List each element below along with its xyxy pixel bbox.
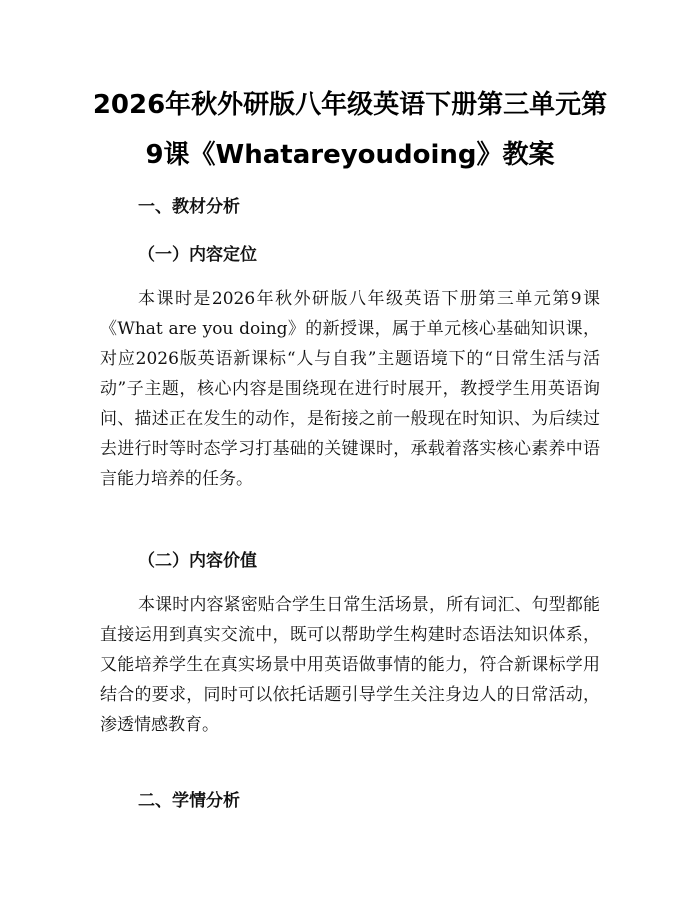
paragraph-content-value: 本课时内容紧密贴合学生日常生活场景，所有词汇、句型都能直接运用到真实交流中，既可以帮助学生构建时态语法知识体系，又能培养学生在真实场景中用英语做事情的能力，符合新课标学用结合的要求，同时可以依托话题引导学生关注身边人的日常活动，渗透情感教育。 [100, 595, 600, 735]
document-title-line2: 9课《Whatareyoudoing》教案 [145, 140, 555, 170]
section-heading-student-analysis: 二、学情分析 [138, 791, 240, 811]
subsection-heading-content-positioning: （一）内容定位 [138, 245, 257, 265]
paragraph-content-positioning: 本课时是2026年秋外研版八年级英语下册第三单元第9课《What are you doing》的新授课，属于单元核心基础知识课，对应2026版英语新课标“人与自我”主题语境下的“日常生活与活动”子主题，核心内容是围绕现在进行时展开，教授学生用英语询问、描述正在发生的动作，是衔接之前一般现在时知识、为后续过去进行时等时态学习打基础的关键课时，承载着落实核心素养中语言能力培养的任务。 [100, 289, 600, 489]
document-title-line1: 2026年秋外研版八年级英语下册第三单元第 [92, 90, 608, 120]
section-heading-textbook-analysis: 一、教材分析 [138, 197, 240, 217]
subsection-heading-content-value: （二）内容价值 [138, 551, 257, 571]
